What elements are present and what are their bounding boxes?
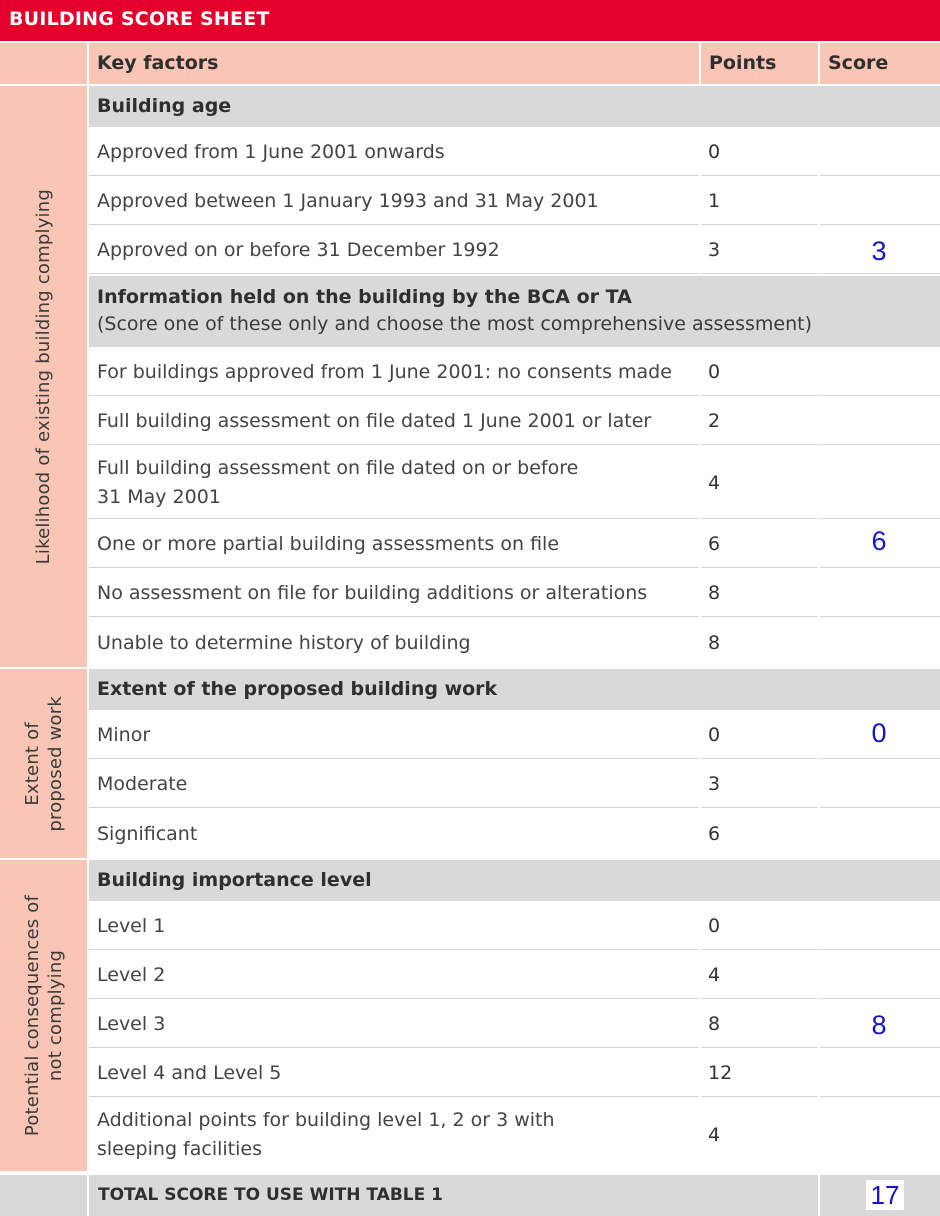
category-extent (0, 669, 87, 858)
header-blank-cell (0, 43, 87, 84)
factor-cell: No assessment on file for building additions or alterations (89, 570, 699, 617)
section-header-information-held (89, 276, 940, 347)
score-cell (820, 1050, 940, 1097)
section-score-extent: 0 (871, 718, 887, 748)
category-label: Potential consequences of not complying (21, 894, 66, 1137)
points-cell: 4 (701, 1099, 818, 1171)
category-consequences (0, 860, 87, 1171)
section-title: Building importance level (97, 869, 372, 891)
section-score-importance-level: 8 (871, 1010, 887, 1040)
points-cell: 4 (701, 447, 818, 519)
score-cell (820, 619, 940, 667)
factor-cell: Approved from 1 June 2001 onwards (89, 129, 699, 176)
total-blank-cell (0, 1175, 87, 1216)
score-cell (820, 129, 940, 176)
score-cell (820, 398, 940, 445)
score-cell (820, 447, 940, 519)
total-label-cell (89, 1175, 818, 1216)
section-title: Extent of the proposed building work (97, 678, 498, 700)
points-cell: 0 (701, 349, 818, 396)
category-label: Likelihood of existing building complying (33, 188, 54, 565)
factor-cell: Full building assessment on file dated 1 June 2001 or later (89, 398, 699, 445)
factor-cell: Additional points for building level 1, 2 or 3 with sleeping facilities (89, 1099, 699, 1171)
points-cell: 3 (701, 761, 818, 808)
points-cell: 2 (701, 398, 818, 445)
category-likelihood (0, 86, 87, 667)
score-cell (820, 761, 940, 808)
section-title: Information held on the building by the BCA or TA (97, 286, 632, 308)
factor-cell: Approved between 1 January 1993 and 31 May 2001 (89, 178, 699, 225)
section-score-building-age: 3 (871, 236, 887, 266)
section-header-building-age (89, 86, 940, 127)
factor-cell: Full building assessment on file dated on or before 31 May 2001 (89, 447, 699, 519)
points-cell: 12 (701, 1050, 818, 1097)
points-cell: 8 (701, 1001, 818, 1048)
factor-cell: Minor (89, 712, 699, 759)
points-cell: 6 (701, 810, 818, 858)
category-label: Extent of proposed work (21, 695, 66, 832)
factor-cell: For buildings approved from 1 June 2001: no consents made (89, 349, 699, 396)
total-score-value: 17 (866, 1180, 904, 1210)
score-cell (820, 570, 940, 617)
factor-cell: Unable to determine history of building (89, 619, 699, 667)
score-cell (820, 178, 940, 225)
score-cell (820, 952, 940, 999)
points-cell: 4 (701, 952, 818, 999)
total-label: TOTAL SCORE TO USE WITH TABLE 1 (98, 1185, 443, 1205)
factor-cell: Level 4 and Level 5 (89, 1050, 699, 1097)
points-cell: 8 (701, 619, 818, 667)
points-cell: 0 (701, 129, 818, 176)
section-header-importance-level (89, 860, 940, 901)
points-cell: 8 (701, 570, 818, 617)
score-cell (820, 1099, 940, 1171)
factor-cell: Approved on or before 31 December 1992 (89, 227, 699, 274)
factor-cell: Moderate (89, 761, 699, 808)
section-subtitle: (Score one of these only and choose the most comprehensive assessment) (97, 313, 813, 335)
header-score: Score (820, 43, 940, 84)
header-points: Points (701, 43, 818, 84)
header-key-factors: Key factors (89, 43, 699, 84)
factor-cell: Level 3 (89, 1001, 699, 1048)
factor-cell: Significant (89, 810, 699, 858)
score-cell (820, 349, 940, 396)
points-cell: 0 (701, 712, 818, 759)
factor-cell: Level 1 (89, 903, 699, 950)
section-title: Building age (97, 95, 232, 117)
points-cell: 6 (701, 521, 818, 568)
factor-cell: Level 2 (89, 952, 699, 999)
factor-cell: One or more partial building assessments on file (89, 521, 699, 568)
section-header-extent (89, 669, 940, 710)
section-score-information-held: 6 (871, 526, 887, 556)
points-cell: 1 (701, 178, 818, 225)
score-cell (820, 903, 940, 950)
points-cell: 3 (701, 227, 818, 274)
points-cell: 0 (701, 903, 818, 950)
score-cell (820, 810, 940, 858)
sheet-title: BUILDING SCORE SHEET (0, 0, 940, 41)
